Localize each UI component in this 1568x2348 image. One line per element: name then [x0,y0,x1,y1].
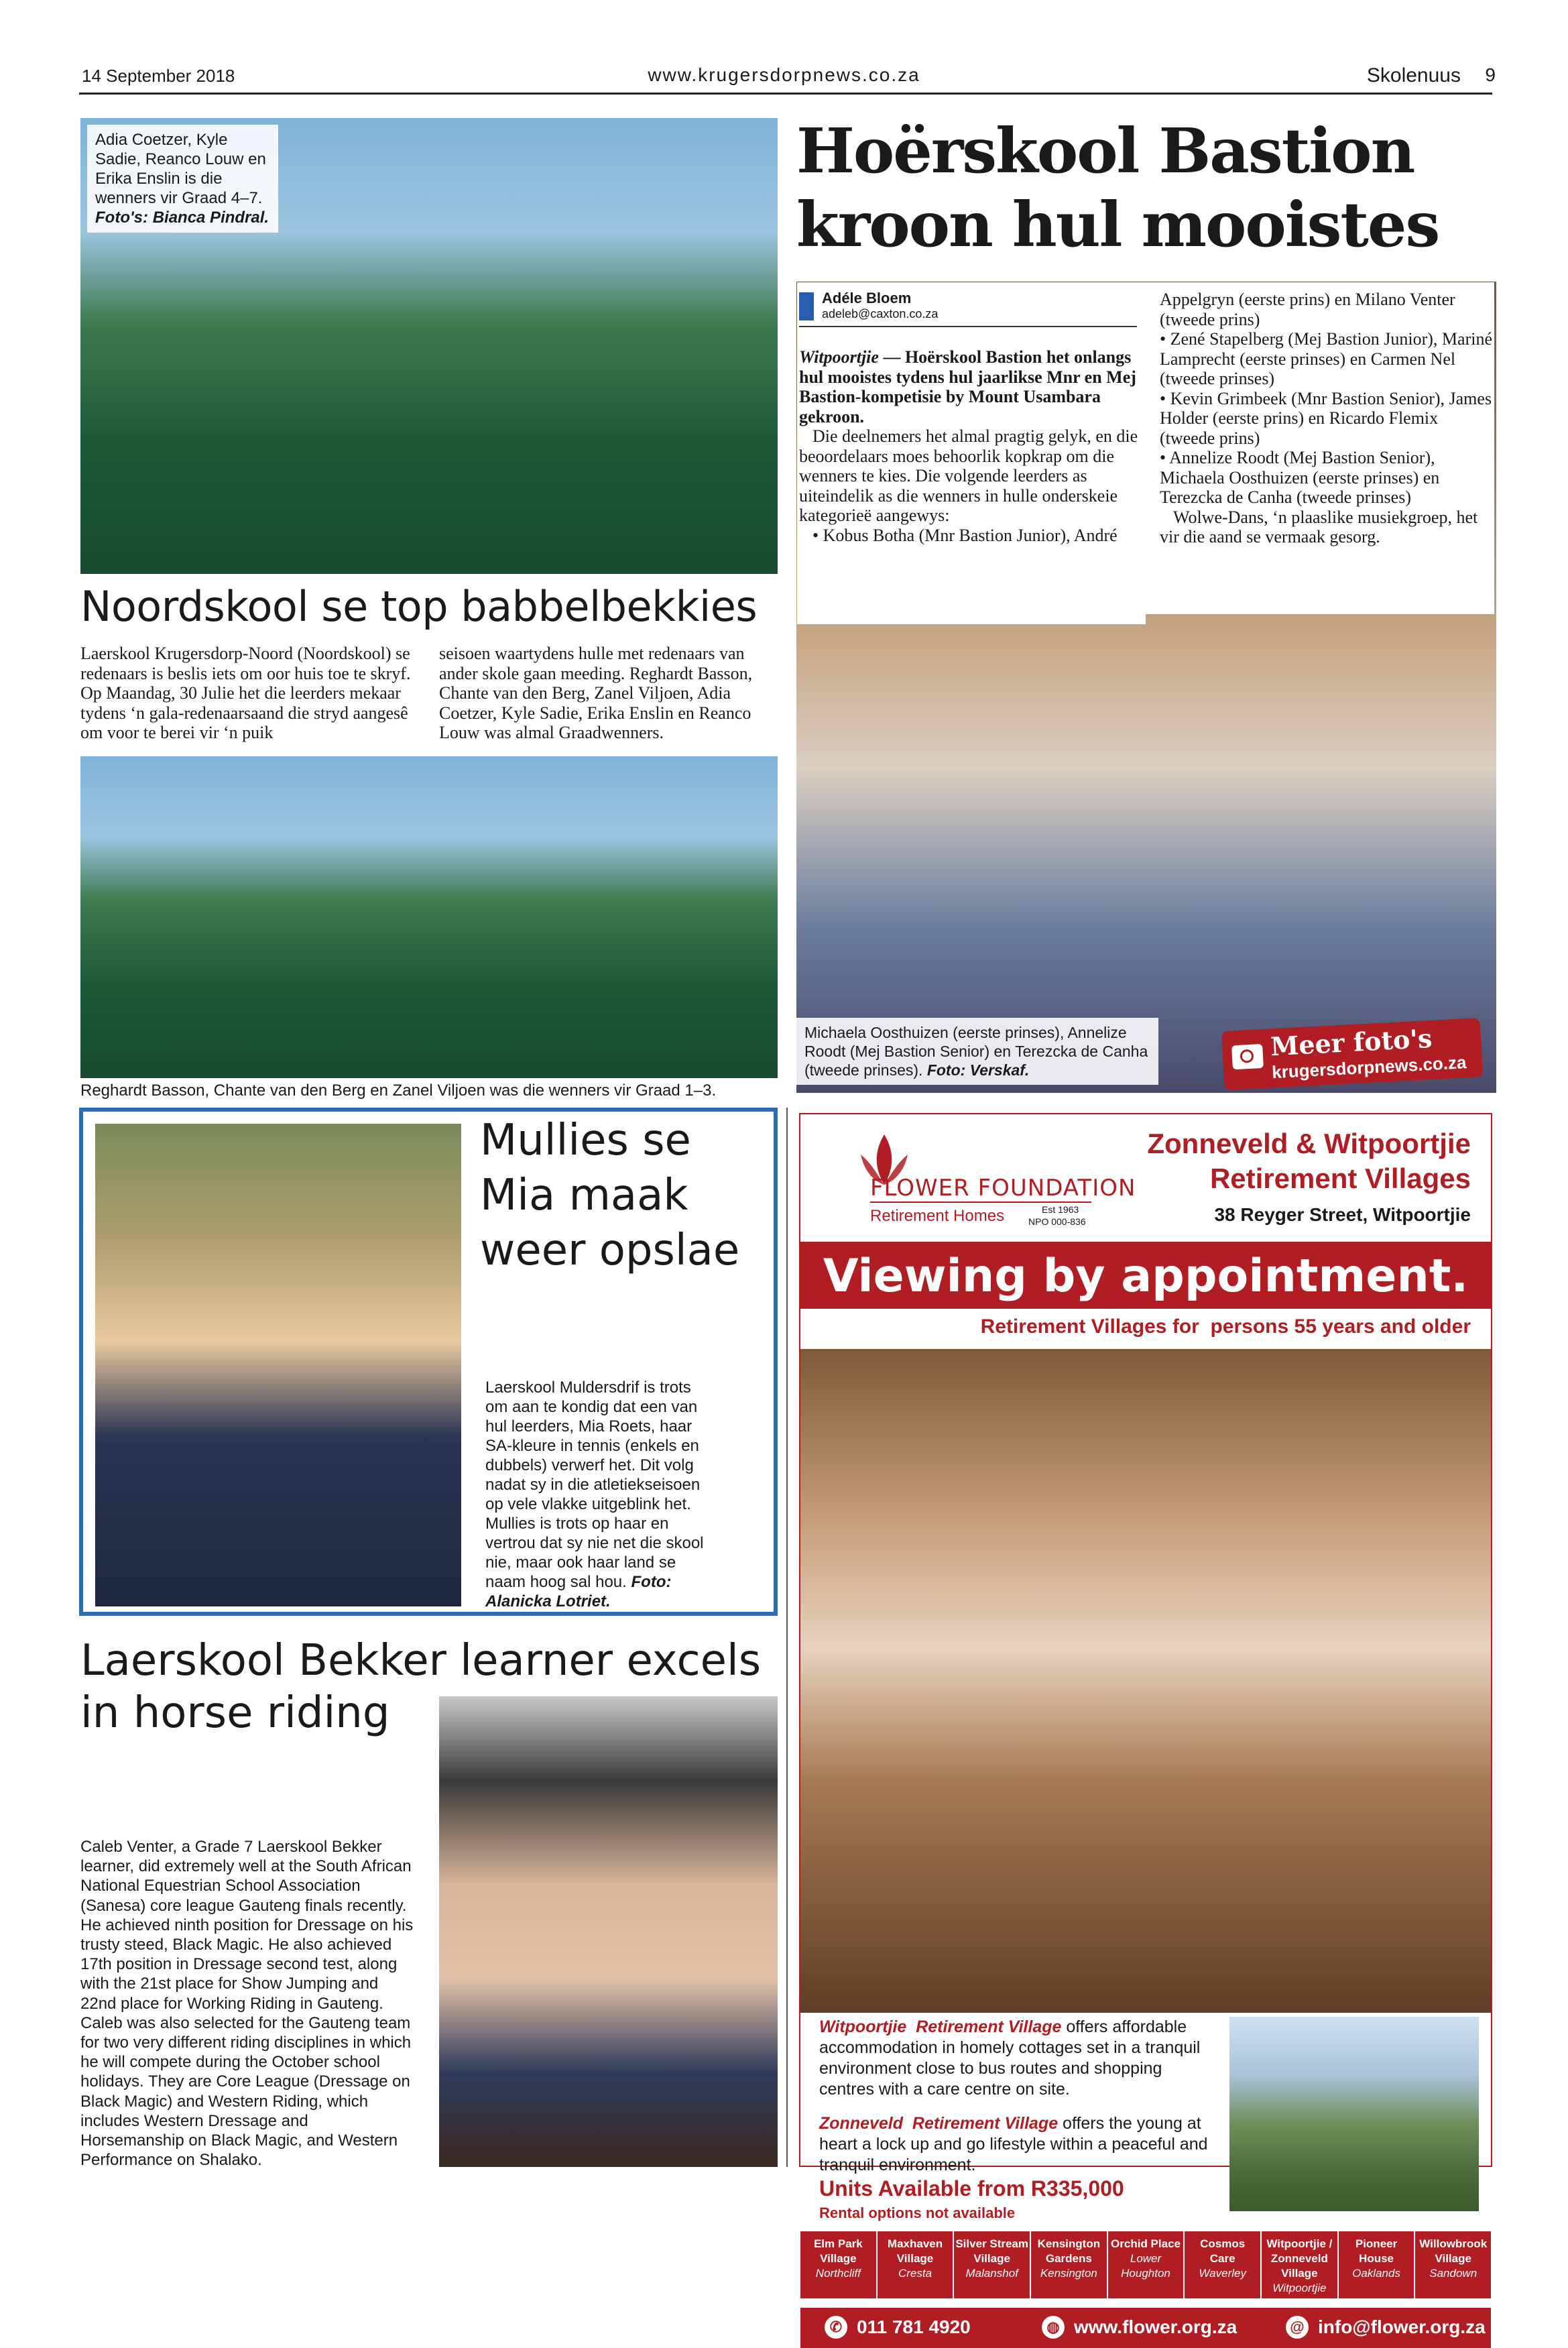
location-kensington: Kensington Gardens Kensington [1031,2231,1108,2298]
meer-fotos-url: krugersdorpnews.co.za [1271,1052,1467,1083]
mullies-credit: Foto: Alanicka Lotriet. [485,1573,672,1610]
bastion-headline-line1: Hoërskool Bastion [796,115,1414,187]
photo-elderly-residents [800,1349,1491,2013]
bastion-col2 [1160,290,1495,547]
ad-banner-text: Viewing by appointment. [823,1250,1469,1303]
bastion-photo-caption-box [796,1018,1158,1085]
photo-village-house [1229,2017,1479,2211]
ad-banner [800,1242,1491,1309]
ad-p2-name: Zonneveld Retirement Village [819,2114,1059,2133]
ad-title-line1: Zonneveld & Witpoortjie [1147,1128,1471,1159]
ad-address: 38 Reyger Street, Witpoortjie [1214,1204,1471,1225]
ad-p1: Witpoortjie Retirement Village offers affordable accommodation in homely cottages set in a tranquil environment close to bus routes and shopping centres with a care centre on site. [819,2017,1201,2099]
ad-contact-bar [800,2308,1491,2348]
photo2-caption: Reghardt Basson, Chante van den Berg en Zanel Viljoen was die wenners vir Graad 1–3. [80,1081,717,1100]
site-url[interactable]: www.krugersdorpnews.co.za [648,64,920,85]
ad-npo: NPO 000-836 [1028,1216,1086,1227]
ad-web[interactable]: www.flower.org.za [1074,2316,1238,2337]
location-cosmos: Cosmos Care Waverley [1185,2231,1262,2298]
location-witpoortjie-zonneveld: Witpoortjie / Zonneveld Village Witpoortjie [1262,2231,1339,2298]
author-name: Adéle Bloem [822,290,912,306]
bastion-item3: • Kevin Grimbeek (Mnr Bastion Senior), James Holder (eerste prins) en Ricardo Flemix (tweede prins) [1160,388,1492,448]
section-name: Skolenuus [1366,64,1461,86]
bastion-photo-caption: Michaela Oosthuizen (eerste prinses), Annelize Roodt (Mej Bastion Senior) en Terezcka de Canha (tweede prinses). [804,1024,1148,1079]
bastion-item1: • Kobus Botha (Mnr Bastion Junior), André [812,525,1118,545]
bastion-lead: Witpoortjie — Hoërskool Bastion het onlangs hul mooistes tydens hul jaarlikse Mnr en Mej Bastion-kompetisie by Mount Usambara gekroon. [799,347,1136,426]
flower-foundation-ad [799,1113,1492,2337]
header-rule [79,93,1492,95]
photo-caleb-venter [439,1696,778,2167]
ad-units: Units Available from R335,000 [819,2176,1124,2200]
noordskool-col2: seisoen waartydens hulle met redenaars van ander skole gaan meeding. Reghardt Basson, Chante van den Berg, Zanel Viljoen, Adia Coetzer, Kyle Sadie, Erika Enslin en Reanco Louw was almal Graadwenners. [439,644,753,742]
bastion-dateline: Witpoortjie [799,347,879,367]
ad-phone[interactable]: 011 781 4920 [857,2316,971,2337]
camera-icon [1231,1044,1264,1069]
location-pioneer: Pioneer House Oaklands [1339,2231,1416,2298]
ad-subtitle: Retirement Villages for persons 55 years and older [980,1315,1471,1338]
ad-brand: FLOWER FOUNDATION [870,1175,1136,1201]
bekker-body: Caleb Venter, a Grade 7 Laerskool Bekker learner, did extremely well at the South African National Equestrian School Association (Sanesa) core league Gauteng finals recently. He achieved ninth position for Dressage on his trusty steed, Black Magic. He also achieved 17th position in Dressage second test, along with the 21st place for Show Jumping and 22nd place for Working Riding in Gauteng. Caleb was also selected for the Gauteng team for two very different riding disciplines in which he will compete during the October school holidays. They are Core League (Dressage on Black Magic) and Western Riding, which includes Western Dressage and Horsemanship on Black Magic, and Western Performance on Shalako. [80,1838,414,2170]
photo-credit: Foto's: Bianca Pindral. [95,209,269,227]
photo-caption-box [87,125,278,233]
phone-icon: ✆ [825,2316,847,2339]
bastion-photo-credit: Foto: Verskaf. [926,1061,1030,1079]
globe-icon: ◍ [1042,2316,1065,2339]
author-marker [799,292,814,320]
meer-fotos-badge[interactable] [1221,1018,1483,1090]
column-rule [786,1108,788,2167]
location-willowbrook: Willowbrook Village Sandown [1415,2231,1491,2298]
location-orchid-place: Orchid Place Lower Houghton [1108,2231,1185,2298]
bastion-headline-line2: kroon hul mooistes [796,188,1439,261]
bastion-closing: Wolwe-Dans, ‘n plaaslike musiekgroep, het vir die aand se vermaak gesorg. [1160,507,1478,546]
photo-mia-roets [95,1124,461,1606]
author-email[interactable]: adeleb@caxton.co.za [822,307,939,320]
bastion-col2-continued: Appelgryn (eerste prins) en Milano Venter (tweede prins) [1160,290,1455,329]
ad-locations [800,2231,1491,2298]
ad-est: Est 1963 [1042,1204,1079,1215]
ad-title-line2: Retirement Villages [1209,1163,1471,1194]
ad-p2: Zonneveld Retirement Village offers the young at heart a lock up and go lifestyle within a peaceful and tranquil environment. [819,2114,1208,2174]
bastion-item2: • Zené Stapelberg (Mej Bastion Junior), Mariné Lamprecht (eerste prinses) en Carmen Nel (tweede prinses) [1160,329,1493,388]
bekker-headline: Laerskool Bekker learner excels in horse riding [80,1636,762,1738]
bastion-item4: • Annelize Roodt (Mej Bastion Senior), Michaela Oosthuizen (eerste prinses) en Terezcka de Canha (tweede prinses) [1160,448,1440,507]
page-number: 9 [1485,64,1496,85]
noordskool-col1: Laerskool Krugersdorp-Noord (Noordskool) se redenaars is beslis iets om oor huis toe te skryf. Op Maandag, 30 Julie het die leerders mekaar tydens ‘n gala-redenaarsaand die stryd aangesê om voor te berei vir ‘n puik [80,644,411,742]
ad-email[interactable]: info@flower.org.za [1318,2316,1486,2337]
location-silver-stream: Silver Stream Village Malanshof [954,2231,1031,2298]
ad-p1-name: Witpoortjie Retirement Village [819,2017,1062,2036]
email-icon: @ [1286,2316,1309,2339]
bastion-col1 [799,347,1138,545]
photo-caption: Adia Coetzer, Kyle Sadie, Reanco Louw en Erika Enslin is die wenners vir Graad 4–7. [95,131,266,207]
photo-noordskool-junior [80,756,778,1078]
issue-date: 14 September 2018 [82,66,235,86]
noordskool-headline: Noordskool se top babbelbekkies [80,582,758,631]
ad-rental: Rental options not available [819,2205,1016,2221]
location-elm-park: Elm Park Village Northcliff [800,2231,878,2298]
bastion-para1: Die deelnemers het almal pragtig gelyk, en die beoordelaars moes behoorlik kopkrap om die wenners te kies. Die volgende leerders as uiteindelik as die wenners in hulle onderskeie kategorieë aangewys: [799,426,1138,525]
photo-noordskool-senior [80,118,778,574]
location-maxhaven: Maxhaven Village Cresta [878,2231,955,2298]
meer-fotos-label: Meer foto's [1270,1022,1433,1062]
mullies-headline: Mullies se Mia maak weer opslae [480,1116,740,1275]
mullies-body: Laerskool Muldersdrif is trots om aan te kondig dat een van hul leerders, Mia Roets, haar SA-kleure in tennis (enkels en dubbels) verwerf het. Dit volg nadat sy in die atletiekseisoen op vele vlakke uitgeblink het. Mullies is trots op haar en vertrou dat sy nie net die skool nie, maar ook haar land se naam hoog sal hou. Foto: Alanicka Lotriet. [485,1378,704,1610]
bastion-headline [796,114,1500,261]
ad-brand-sub: Retirement Homes [870,1207,1005,1225]
